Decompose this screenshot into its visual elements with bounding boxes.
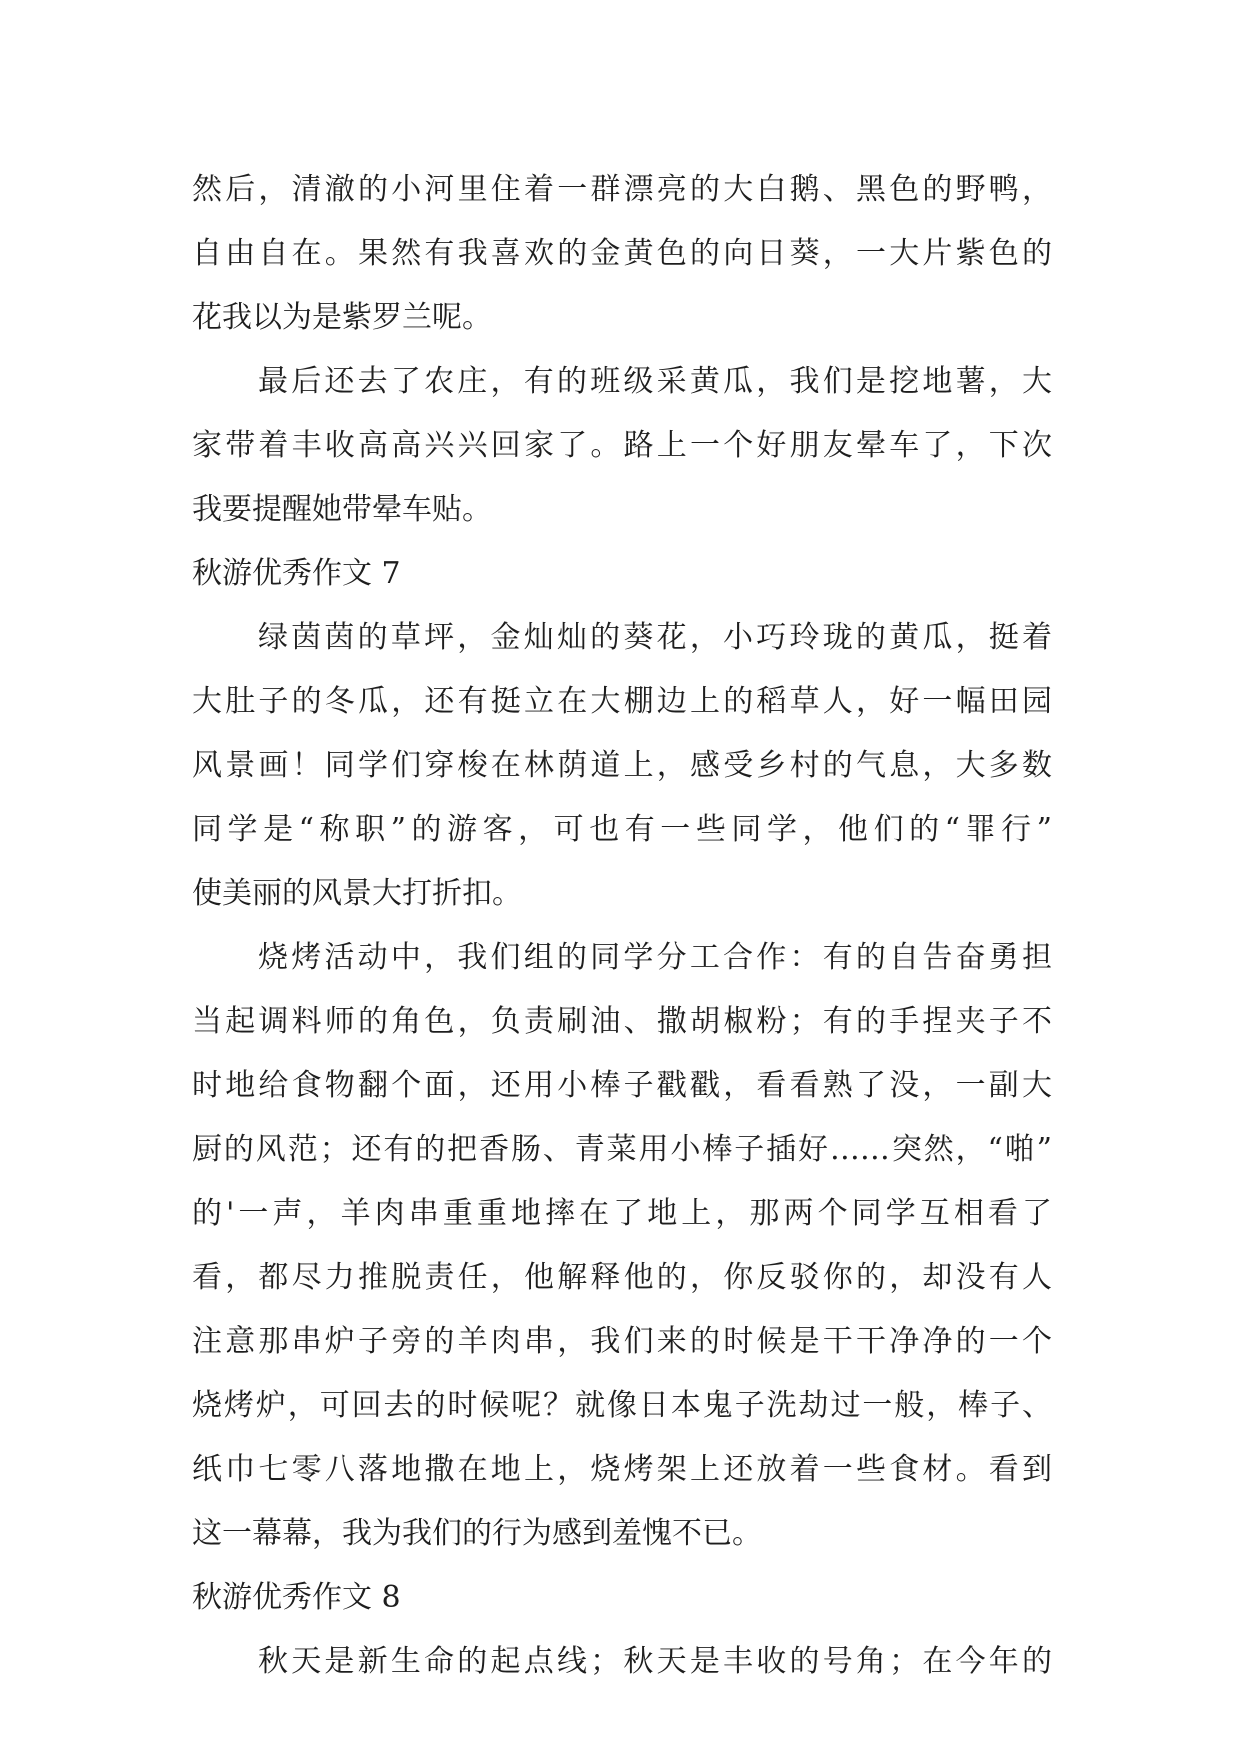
text-line: 当起调料师的角色，负责刷油、撒胡椒粉；有的手捏夹子不 [192,1004,1052,1039]
text-line: 最后还去了农庄，有的班级采黄瓜，我们是挖地薯，大 [258,364,1052,399]
paragraph [192,926,1052,1566]
text-line: 花我以为是紫罗兰呢。 [192,300,492,335]
text-line: 风景画！同学们穿梭在林荫道上，感受乡村的气息，大多数 [192,748,1052,783]
text-line: 烧烤活动中，我们组的同学分工合作：有的自告奋勇担 [258,940,1052,975]
paragraph [192,158,1052,350]
text-line: 大肚子的冬瓜，还有挺立在大棚边上的稻草人，好一幅田园 [192,684,1052,719]
text-line: 同学是“称职”的游客，可也有一些同学，他们的“罪行” [192,812,1052,847]
document-body [192,158,1052,1694]
text-line: 这一幕幕，我为我们的行为感到羞愧不已。 [192,1516,762,1551]
text-line: 秋天是新生命的起点线；秋天是丰收的号角；在今年的 [258,1644,1052,1679]
text-line: 家带着丰收高高兴兴回家了。路上一个好朋友晕车了，下次 [192,428,1052,463]
text-line: 厨的风范；还有的把香肠、青菜用小棒子插好……突然，“啪” [192,1132,1052,1167]
text-line: 纸巾七零八落地撒在地上，烧烤架上还放着一些食材。看到 [192,1452,1052,1487]
text-line: 注意那串炉子旁的羊肉串，我们来的时候是干干净净的一个 [192,1324,1052,1359]
text-line: 绿茵茵的草坪，金灿灿的葵花，小巧玲珑的黄瓜，挺着 [258,620,1052,655]
text-line: 的'一声，羊肉串重重地摔在了地上，那两个同学互相看了 [192,1196,1052,1231]
text-line: 看，都尽力推脱责任，他解释他的，你反驳你的，却没有人 [192,1260,1052,1295]
text-line: 烧烤炉，可回去的时候呢？就像日本鬼子洗劫过一般，棒子、 [192,1388,1052,1423]
section-heading: 秋游优秀作文 8 [192,1580,401,1615]
paragraph [192,606,1052,926]
text-line: 自由自在。果然有我喜欢的金黄色的向日葵，一大片紫色的 [192,236,1052,271]
text-line: 我要提醒她带晕车贴。 [192,492,492,527]
paragraph [192,350,1052,542]
text-line: 时地给食物翻个面，还用小棒子戳戳，看看熟了没，一副大 [192,1068,1052,1103]
paragraph [192,1630,1052,1694]
text-line: 然后，清澈的小河里住着一群漂亮的大白鹅、黑色的野鸭， [192,172,1052,207]
section-heading: 秋游优秀作文 7 [192,556,401,591]
text-line: 使美丽的风景大打折扣。 [192,876,522,911]
